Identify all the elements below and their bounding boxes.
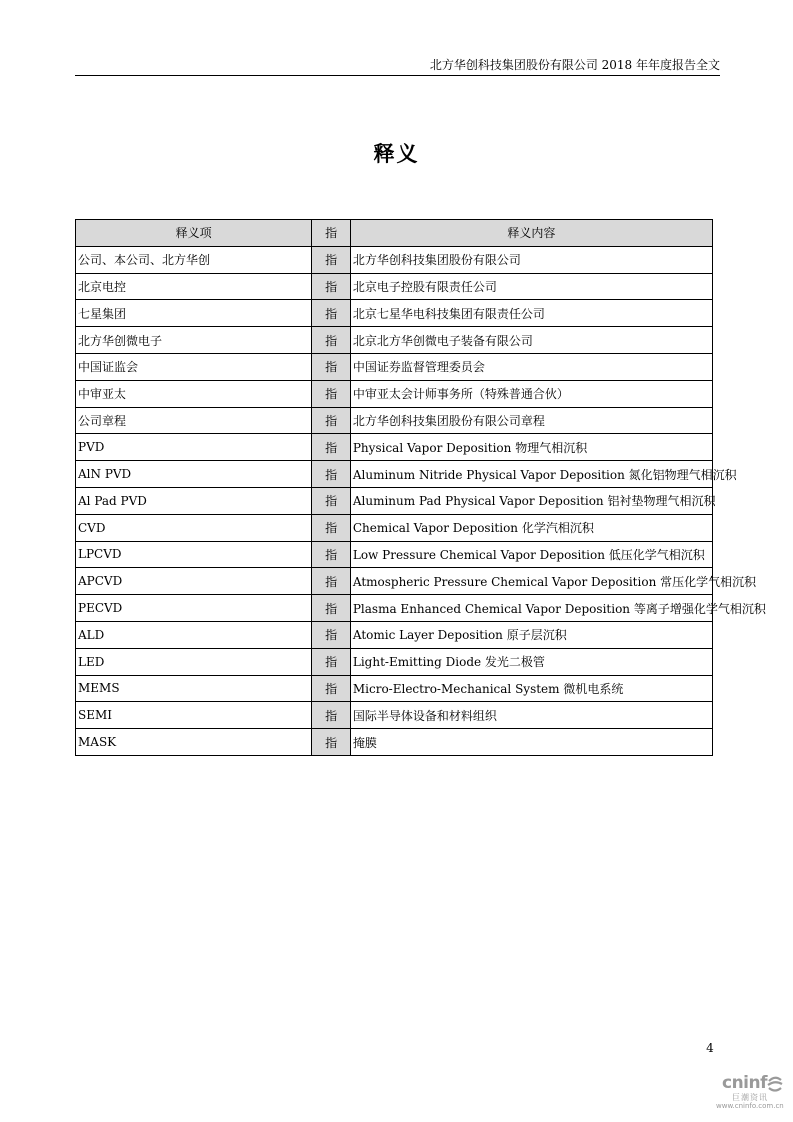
row-sep: 指 [312,353,351,380]
cninfo-logo [716,1073,786,1117]
header-term: 释义项 [76,220,312,247]
logo-brand: cninf [722,1073,768,1093]
table-header-row [76,220,713,247]
row-term: 中审亚太 [76,380,312,407]
row-sep: 指 [312,568,351,595]
page-title: 释义 [373,142,420,166]
row-sep: 指 [312,273,351,300]
row-sep: 指 [312,434,351,461]
row-term: Al Pad PVD [76,487,312,514]
table-row [76,541,713,568]
row-term: ALD [76,621,312,648]
logo-swirl-icon [766,1076,784,1092]
row-sep: 指 [312,595,351,622]
table-row [76,568,713,595]
table-row [76,353,713,380]
table-row [76,300,713,327]
row-sep: 指 [312,487,351,514]
row-definition: 国际半导体设备和材料组织 [350,702,712,729]
row-term: 北方华创微电子 [76,327,312,354]
row-sep: 指 [312,300,351,327]
row-sep: 指 [312,407,351,434]
table-row [76,327,713,354]
row-sep: 指 [312,327,351,354]
row-term: 中国证监会 [76,353,312,380]
row-sep: 指 [312,541,351,568]
row-term: PECVD [76,595,312,622]
row-term: APCVD [76,568,312,595]
row-definition: Atomic Layer Deposition 原子层沉积 [350,621,712,648]
row-definition: 北方华创科技集团股份有限公司章程 [350,407,712,434]
row-definition: Physical Vapor Deposition 物理气相沉积 [350,434,712,461]
row-term: 北京电控 [76,273,312,300]
row-term: MEMS [76,675,312,702]
table-row [76,434,713,461]
row-definition: Chemical Vapor Deposition 化学汽相沉积 [350,514,712,541]
logo-url: www.cninfo.com.cn [716,1102,784,1110]
page-header: 北方华创科技集团股份有限公司 2018 年年度报告全文 [75,58,720,76]
row-term: SEMI [76,702,312,729]
row-definition: 北京七星华电科技集团有限责任公司 [350,300,712,327]
row-term: MASK [76,729,312,756]
row-definition: Aluminum Pad Physical Vapor Deposition 铝衬垫物理气相沉积 [350,487,712,514]
header-sep: 指 [312,220,351,247]
table-row [76,514,713,541]
row-term: 公司、本公司、北方华创 [76,246,312,273]
row-term: 七星集团 [76,300,312,327]
row-term: 公司章程 [76,407,312,434]
row-sep: 指 [312,675,351,702]
table-row [76,487,713,514]
row-definition: 中审亚太会计师事务所（特殊普通合伙） [350,380,712,407]
table-row [76,461,713,488]
table-row [76,246,713,273]
table-row [76,621,713,648]
row-definition: 北方华创科技集团股份有限公司 [350,246,712,273]
row-term: CVD [76,514,312,541]
row-term: LED [76,648,312,675]
table-row [76,380,713,407]
row-definition: Micro-Electro-Mechanical System 微机电系统 [350,675,712,702]
definitions-table [75,219,766,756]
row-sep: 指 [312,380,351,407]
table-row [76,702,713,729]
header-definition: 释义内容 [350,220,712,247]
row-definition: 中国证券监督管理委员会 [350,353,712,380]
row-definition: Plasma Enhanced Chemical Vapor Deposition 等离子增强化学气相沉积 [350,595,712,622]
table-row [76,729,713,756]
row-sep: 指 [312,729,351,756]
table-row [76,675,713,702]
table-row [76,648,713,675]
row-term: AlN PVD [76,461,312,488]
row-definition: Aluminum Nitride Physical Vapor Deposition 氮化铝物理气相沉积 [350,461,712,488]
table-row [76,595,713,622]
row-sep: 指 [312,246,351,273]
row-sep: 指 [312,648,351,675]
row-definition: Light-Emitting Diode 发光二极管 [350,648,712,675]
row-sep: 指 [312,514,351,541]
row-definition: Atmospheric Pressure Chemical Vapor Deposition 常压化学气相沉积 [350,568,712,595]
row-term: LPCVD [76,541,312,568]
row-sep: 指 [312,621,351,648]
table-row [76,273,713,300]
row-definition: Low Pressure Chemical Vapor Deposition 低压化学气相沉积 [350,541,712,568]
row-sep: 指 [312,702,351,729]
row-definition: 掩膜 [350,729,712,756]
table-row [76,407,713,434]
row-definition: 北京电子控股有限责任公司 [350,273,712,300]
row-term: PVD [76,434,312,461]
row-definition: 北京北方华创微电子装备有限公司 [350,327,712,354]
logo-cn-name: 巨潮资讯 [732,1093,768,1102]
row-sep: 指 [312,461,351,488]
page-number: 4 [706,1041,714,1055]
